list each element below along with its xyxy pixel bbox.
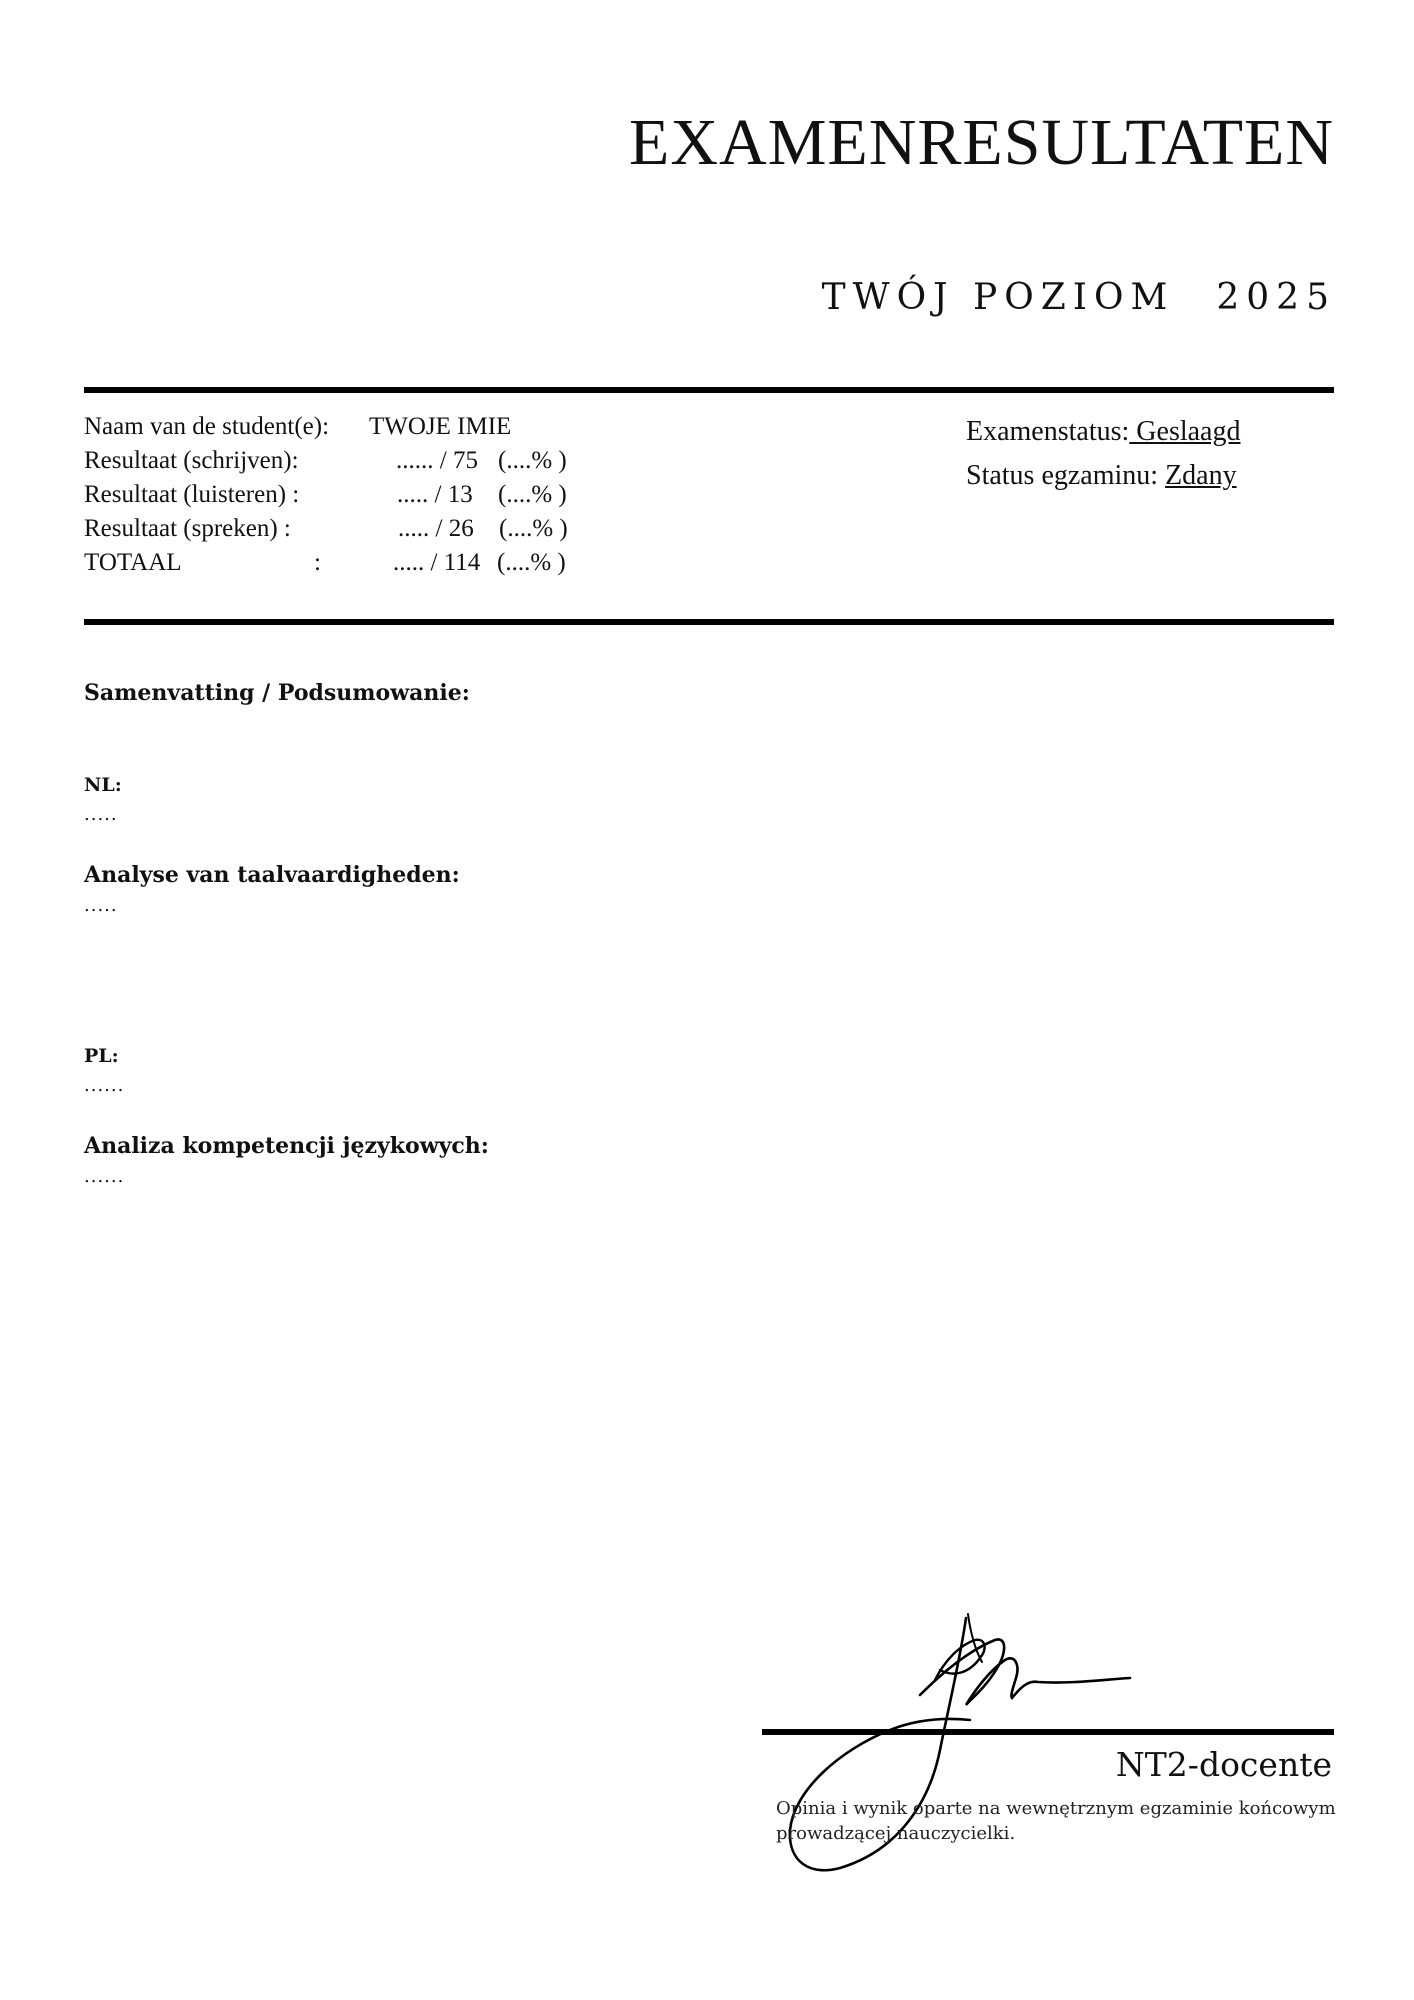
- status-nl-label: Examenstatus:: [966, 416, 1130, 447]
- summary-heading: Samenvatting / Podsumowanie:: [84, 680, 470, 706]
- result-label: TOTAAL: [84, 549, 182, 576]
- result-percent: (....% ): [498, 447, 567, 474]
- bottom-divider: [84, 619, 1334, 625]
- top-divider: [84, 387, 1334, 393]
- result-label: Resultaat (spreken) :: [84, 515, 291, 542]
- result-label: Resultaat (schrijven):: [84, 447, 299, 474]
- nl-analysis-heading: Analyse van taalvaardigheden:: [84, 862, 460, 888]
- document-title: EXAMENRESULTATEN: [629, 106, 1334, 179]
- result-percent: (....% ): [499, 515, 568, 542]
- result-colon: :: [314, 549, 321, 576]
- teacher-role: NT2-docente: [1115, 1745, 1332, 1784]
- status-pl-label: Status egzaminu:: [966, 460, 1159, 491]
- nl-text: .....: [84, 804, 118, 825]
- status-nl: [966, 410, 1240, 454]
- year-label: 2025: [1216, 277, 1336, 318]
- footer-note-line: Opinia i wynik oparte na wewnętrznym egzaminie końcowym: [776, 1798, 1336, 1819]
- pl-label: PL:: [84, 1045, 119, 1067]
- status-block: [966, 410, 1240, 498]
- footer-note: [776, 1796, 1336, 1846]
- document-subtitle: [822, 277, 1336, 318]
- student-name: TWOJE IMIE: [369, 413, 512, 440]
- result-score: ..... / 13: [397, 481, 473, 508]
- level-label: TWÓJ POZIOM: [821, 277, 1175, 318]
- result-score: ...... / 75: [396, 447, 478, 474]
- nl-analysis-text: .....: [84, 895, 118, 916]
- result-label: Resultaat (luisteren) :: [84, 481, 300, 508]
- result-percent: (....% ): [497, 549, 566, 576]
- status-pl-value: Zdany: [1165, 460, 1237, 491]
- result-percent: (....% ): [498, 481, 567, 508]
- pl-analysis-heading: Analiza kompetencji językowych:: [84, 1133, 489, 1159]
- student-label: Naam van de student(e):: [84, 413, 330, 440]
- footer-note-line: prowadzącej nauczycielki.: [776, 1823, 1016, 1844]
- pl-text: ......: [84, 1075, 125, 1096]
- pl-analysis-text: ......: [84, 1166, 125, 1187]
- status-nl-value: Geslaagd: [1129, 416, 1241, 447]
- signature-line: [762, 1729, 1334, 1735]
- nl-label: NL:: [84, 774, 122, 796]
- status-pl: [966, 454, 1240, 498]
- result-score: ..... / 26: [398, 515, 474, 542]
- result-score: ..... / 114: [393, 549, 481, 576]
